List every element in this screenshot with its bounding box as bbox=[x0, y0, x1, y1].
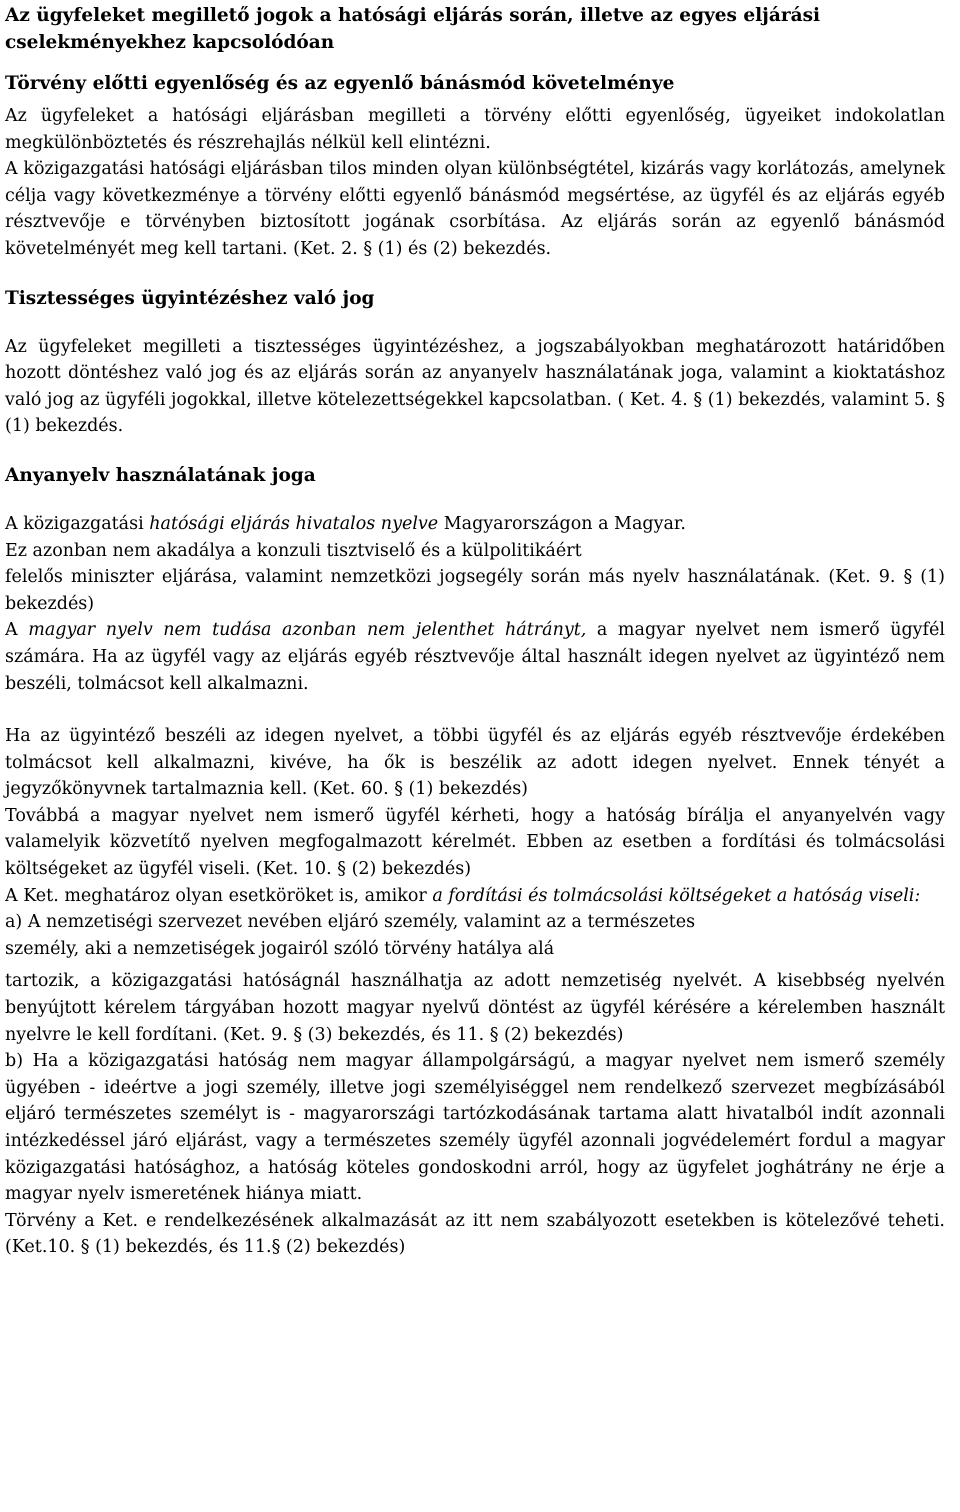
paragraph-other-language: felelős miniszter eljárása, valamint nemzetközi jogsegély során más nyelv használatának. (Ket. 9. § (1) bekezdés) bbox=[5, 567, 945, 614]
paragraph-official-language: A közigazgatási hatósági eljárás hivatalos nyelve Magyarországon a Magyar. bbox=[5, 513, 686, 534]
section-heading-equality: Törvény előtti egyenlőség és az egyenlő bánásmód követelménye bbox=[5, 73, 675, 94]
list-item-a-body: tartozik, a közigazgatási hatóságnál használhatja az adott nemzetiség nyelvét. A kisebbség nyelvén benyújtott kérelem tárgyában hozott magyar nyelvű döntést az ügyfél kérésére a kérelemben használt nyelvre le kell fordítani. (Ket. 9. § (3) bekezdés, és 11. § (2) bekezdés) bbox=[5, 971, 945, 1045]
paragraph-costs: A Ket. meghatároz olyan esetköröket is, amikor a fordítási és tolmácsolási költségeket a hatóság viseli: bbox=[5, 885, 921, 906]
document-title: Az ügyfeleket megillető jogok a hatósági eljárás során, illetve az egyes eljárási cselekményekhez kapcsolódóan bbox=[5, 5, 821, 53]
paragraph-consular-line: Ez azonban nem akadálya a konzuli tisztviselő és a külpolitikáért bbox=[5, 540, 582, 561]
list-item-a-line2: személy, aki a nemzetiségek jogairól szóló törvény hatálya alá bbox=[5, 938, 555, 959]
section-heading-mother-tongue: Anyanyelv használatának joga bbox=[5, 464, 316, 486]
list-item-a-line1: a) A nemzetiségi szervezet nevében eljáró személy, valamint az a természetes bbox=[5, 912, 696, 933]
document-page bbox=[0, 2, 950, 1261]
section-heading-fair-administration: Tisztességes ügyintézéshez való jog bbox=[5, 287, 375, 309]
paragraph-no-disadvantage: A magyar nyelv nem tudása azonban nem jelenthet hátrányt, a magyar nyelvet nem ismerő ügyfél számára. Ha az ügyfél vagy az eljárás egyéb résztvevője által használt idegen nyelvet az ügyintéző nem beszéli, tolmácsot kell alkalmazni. bbox=[5, 620, 945, 694]
paragraph-intermediary-language: Továbbá a magyar nyelvet nem ismerő ügyfél kérheti, hogy a hatóság bírálja el anyanyelvén vagy valamelyik közvetítő nyelven megfogalmazott kérelmét. Ebben az esetben a fordítási és tolmácsolási költségeket az ügyfél viseli. (Ket. 10. § (2) bekezdés) bbox=[5, 805, 945, 880]
paragraph-fair-administration: Az ügyfeleket megilleti a tisztességes ügyintézéshez, a jogszabályokban meghatározott határidőben hozott döntéshez való jog és az eljárás során az anyanyelv használatának joga, valamint a kioktatáshoz való jog az ügyféli jogokkal, illetve kötelezettségekkel kapcsolatban. ( Ket. 4. § (1) bekezdés, valamint 5. § (1) bekezdés. bbox=[5, 336, 945, 437]
paragraph-equality-2: A közigazgatási hatósági eljárásban tilos minden olyan különbségtétel, kizárás vagy korlátozás, amelynek célja vagy következménye a törvény előtti egyenlő bánásmód megsértése, az ügyfél és az eljárás egyéb résztvevője e törvényben biztosított jogának csorbítása. Az eljárás során az egyenlő bánásmód követelményét meg kell tartani. (Ket. 2. § (1) és (2) bekezdés. bbox=[5, 159, 945, 259]
paragraph-closing: Törvény a Ket. e rendelkezésének alkalmazását az itt nem szabályozott esetekben is kötelezővé teheti. (Ket.10. § (1) bekezdés, és 11.§ (2) bekezdés) bbox=[5, 1210, 945, 1258]
paragraph-interpreter: Ha az ügyintéző beszéli az idegen nyelvet, a többi ügyfél és az eljárás egyéb résztvevője érdekében tolmácsot kell alkalmazni, kivéve, ha ők is beszélik az adott idegen nyelvet. Ennek tényét a jegyzőkönyvnek tartalmaznia kell. (Ket. 60. § (1) bekezdés) bbox=[5, 726, 945, 800]
list-item-b: b) Ha a közigazgatási hatóság nem magyar állampolgárságú, a magyar nyelvet nem ismerő személy ügyében - ideértve a jogi személy, illetve jogi személyiséggel nem rendelkező szervezet megbízásából eljáró természetes személyt is - magyarországi tartózkodásának tartama alatt hivatalból indít azonnali intézkedéssel járó eljárást, vagy a természetes személy ügyfél azonnali jogvédelemért fordul a magyar közigazgatási hatósághoz, a hatóság köteles gondoskodni arról, hogy az ügyfelet joghátrány ne érje a magyar nyelv ismeretének hiánya miatt. bbox=[5, 1051, 945, 1205]
paragraph-equality-1: Az ügyfeleket a hatósági eljárásban megilleti a törvény előtti egyenlőség, ügyeiket indokolatlan megkülönböztetés és részrehajlás nélkül kell elintézni. bbox=[5, 106, 945, 153]
